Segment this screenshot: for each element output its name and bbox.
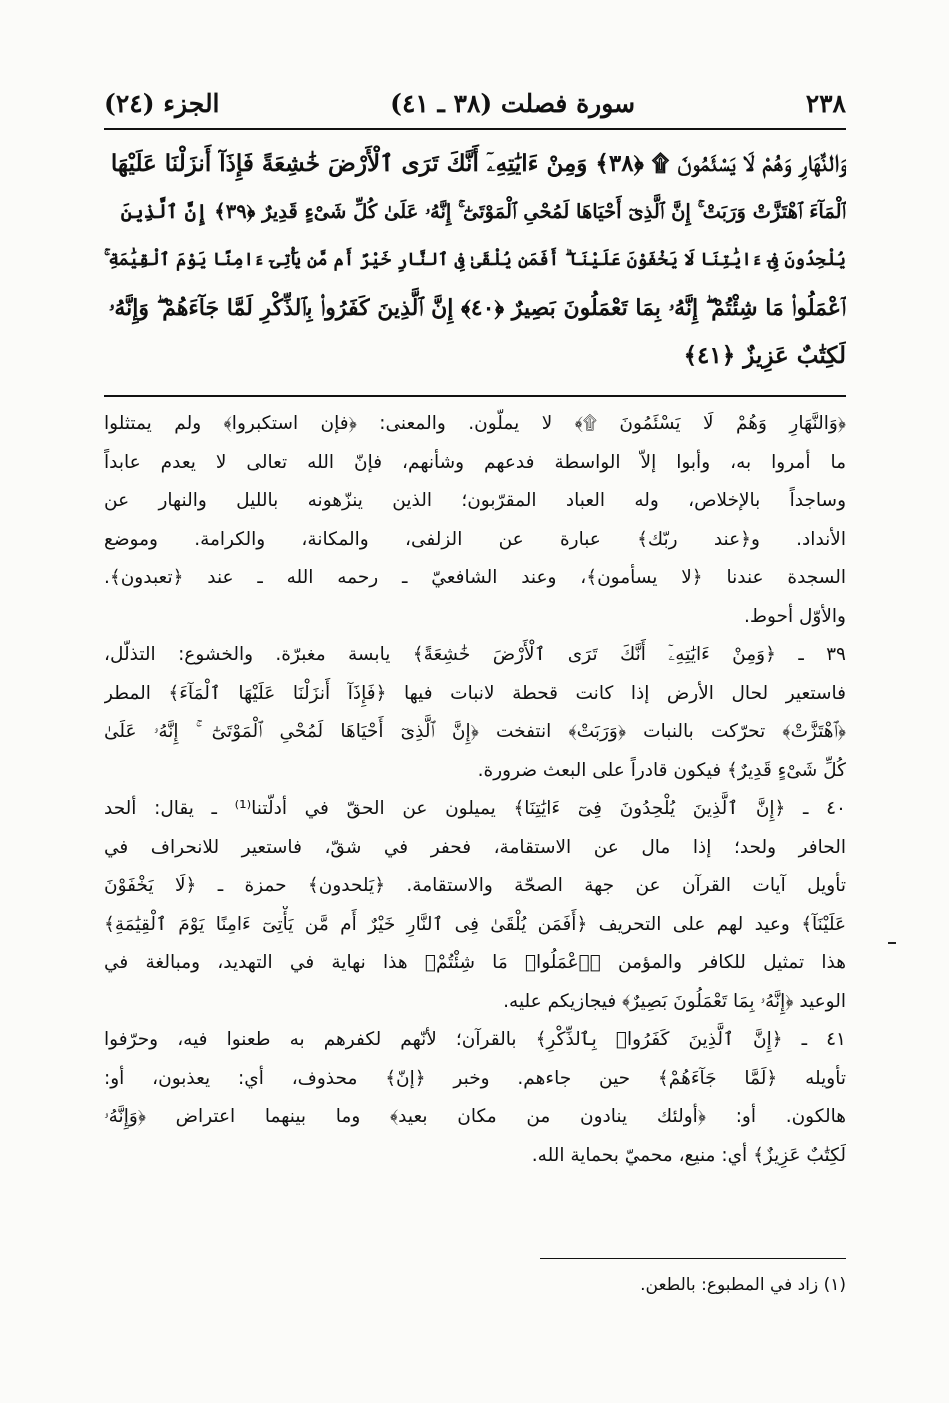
commentary-line: وساجداً بالإخلاص، وله العباد المقرّبون؛ الذين ينزّهونه بالليل والنهار عن xyxy=(104,490,846,511)
footnote: (١) زاد في المطبوع: بالطعن. xyxy=(640,1275,846,1295)
commentary-line: فاستعير لحال الأرض إذا كانت قحطة لانبات فيها ﴿فَإِذَآ أَنزَلْنَا عَلَيْهَا ٱلْمَآءَ﴾ المطر xyxy=(104,682,846,704)
commentary-line: هذا تمثيل للكافر والمؤمن ﴿ٱعْمَلُوا۟ مَا شِئْتُمْ﴾ هذا نهاية في التهديد، ومبالغة في xyxy=(104,952,846,973)
commentary-line: ٤١ ـ ﴿إِنَّ ٱلَّذِينَ كَفَرُوا۟ بِٱلذِّكْرِ﴾ بالقرآن؛ لأنّهم لكفرهم به طعنوا فيه، وحرّفوا xyxy=(104,1029,846,1050)
commentary-line: تأويله ﴿لَمَّا جَآءَهُمْ﴾ حين جاءهم. وخبر ﴿إنّ﴾ محذوف، أي: يعذبون، أو: xyxy=(104,1067,846,1089)
commentary-line: ﴿وَالنَّهَارِ وَهُمْ لَا يَسْئَمُونَ ۩﴾ لا يملّون. والمعنى: ﴿فإن استكبروا﴾ ولم يمتثلوا xyxy=(104,413,846,434)
footnote-divider xyxy=(540,1258,846,1259)
header-divider xyxy=(104,128,846,130)
commentary-line: السجدة عندنا ﴿لا يسأمون﴾، وعند الشافعيّ ـ رحمه الله ـ عند ﴿تعبدون﴾. xyxy=(104,567,846,588)
page-header xyxy=(104,80,846,126)
commentary-block xyxy=(104,405,846,1245)
quran-line: ٱلْمَآءَ ٱهْتَزَّتْ وَرَبَتْ ۚ إِنَّ ٱلَّذِىٓ أَحْيَاهَا لَمُحْىِ ٱلْمَوْتَىٰٓ ۚ إِنَّهُۥ عَلَىٰ كُلِّ شَىْءٍ قَدِيرٌ ﴿٣٩﴾ إِنَّ ٱلَّذِينَ xyxy=(120,200,846,223)
commentary-line: ما أمروا به، وأبوا إلاّ الواسطة فدعهم وشأنهم، فإنّ الله تعالى لا يعدم عابداً xyxy=(104,451,846,473)
commentary-line: الحافر ولحد؛ إذا مال عن الاستقامة، فحفر في شقّ، فاستعير للانحراف في xyxy=(104,836,846,858)
quran-line: وَالنَّهَارِ وَهُمْ لَا يَسْئَمُونَ ۩ ﴿٣٨﴾ وَمِنْ ءَايَٰتِهِۦٓ أَنَّكَ تَرَى ٱلْأَرْضَ خَٰشِعَةً فَإِذَآ أَنزَلْنَا عَلَيْهَا xyxy=(110,150,846,177)
quran-line: يُلْحِدُونَ فِىٓ ءَايَٰتِنَا لَا يَخْفَوْنَ عَلَيْنَآ ۗ أَفَمَن يُلْقَىٰ فِى ٱلنَّارِ خَيْرٌ أَم مَّن يَأْتِىٓ ءَامِنًا يَوْمَ ٱلْقِيَٰمَةِ ۚ xyxy=(104,250,846,270)
commentary-line: عَلَيْنَآ﴾ وعيد لهم على التحريف ﴿أَفَمَن يُلْقَىٰ فِى ٱلنَّارِ خَيْرٌ أَم مَّن يَأْتِىٓ ءَامِنًا يَوْمَ ٱلْقِيَٰمَةِ﴾ xyxy=(104,913,846,935)
surah-title: سورة فصلت (٣٨ ـ ٤١) xyxy=(390,88,636,118)
quran-divider xyxy=(104,395,846,397)
commentary-line: لَكِتَٰبٌ عَزِيزٌ﴾ أي: منيع، محميّ بحماية الله. xyxy=(531,1144,846,1166)
quran-line: ٱعْمَلُوا۟ مَا شِئْتُمْ ۖ إِنَّهُۥ بِمَا تَعْمَلُونَ بَصِيرٌ ﴿٤٠﴾ إِنَّ ٱلَّذِينَ كَفَرُوا۟ بِٱلذِّكْرِ لَمَّا جَآءَهُمْ ۖ وَإِنَّهُۥ xyxy=(108,295,846,321)
margin-mark xyxy=(888,942,896,944)
quran-line: لَكِتَٰبٌ عَزِيزٌ ﴿٤١﴾ xyxy=(683,342,846,369)
commentary-line: ﴿ٱهْتَزَّتْ﴾ تحرّكت بالنبات ﴿وَرَبَتْ﴾ انتفخت ﴿إِنَّ ٱلَّذِىٓ أَحْيَاهَا لَمُحْىِ ٱلْمَوْتَىٰٓ ۚ إِنَّهُۥ عَلَىٰ xyxy=(104,721,846,742)
quran-text-block xyxy=(104,140,846,390)
commentary-line: تأويل آيات القرآن عن جهة الصحّة والاستقامة. ﴿يَلحدون﴾ حمزة ـ ﴿لَا يَخْفَوْنَ xyxy=(104,875,846,896)
page-number: ٢٣٨ xyxy=(805,88,846,118)
commentary-line: والأوّل أحوط. xyxy=(743,605,846,627)
commentary-line: هالكون. أو: ﴿أولئك ينادون من مكان بعيد﴾ وما بينهما اعتراض ﴿وَإِنَّهُۥ xyxy=(104,1106,846,1127)
commentary-line: الأنداد. و﴿عند ربّك﴾ عبارة عن الزلفى، والمكانة، والكرامة. وموضع xyxy=(104,528,846,550)
commentary-line: ٣٩ ـ ﴿وَمِنْ ءَايَٰتِهِۦٓ أَنَّكَ تَرَى ٱلْأَرْضَ خَٰشِعَةً﴾ يابسة مغبرّة. والخشوع: التذلّل، xyxy=(104,644,846,665)
commentary-line: ٤٠ ـ ﴿إِنَّ ٱلَّذِينَ يُلْحِدُونَ فِىٓ ءَايَٰتِنَا﴾ يميلون عن الحقّ في أدلّتنا⁽¹⁾ ـ يقال: ألحد xyxy=(104,798,846,819)
commentary-line: الوعيد ﴿إِنَّهُۥ بِمَا تَعْمَلُونَ بَصِيرٌ﴾ فيجازيكم عليه. xyxy=(503,990,846,1012)
juz-label: الجزء (٢٤) xyxy=(104,88,220,118)
commentary-line: كُلِّ شَىْءٍ قَدِيرٌ﴾ فيكون قادراً على البعث ضرورة. xyxy=(477,759,846,781)
